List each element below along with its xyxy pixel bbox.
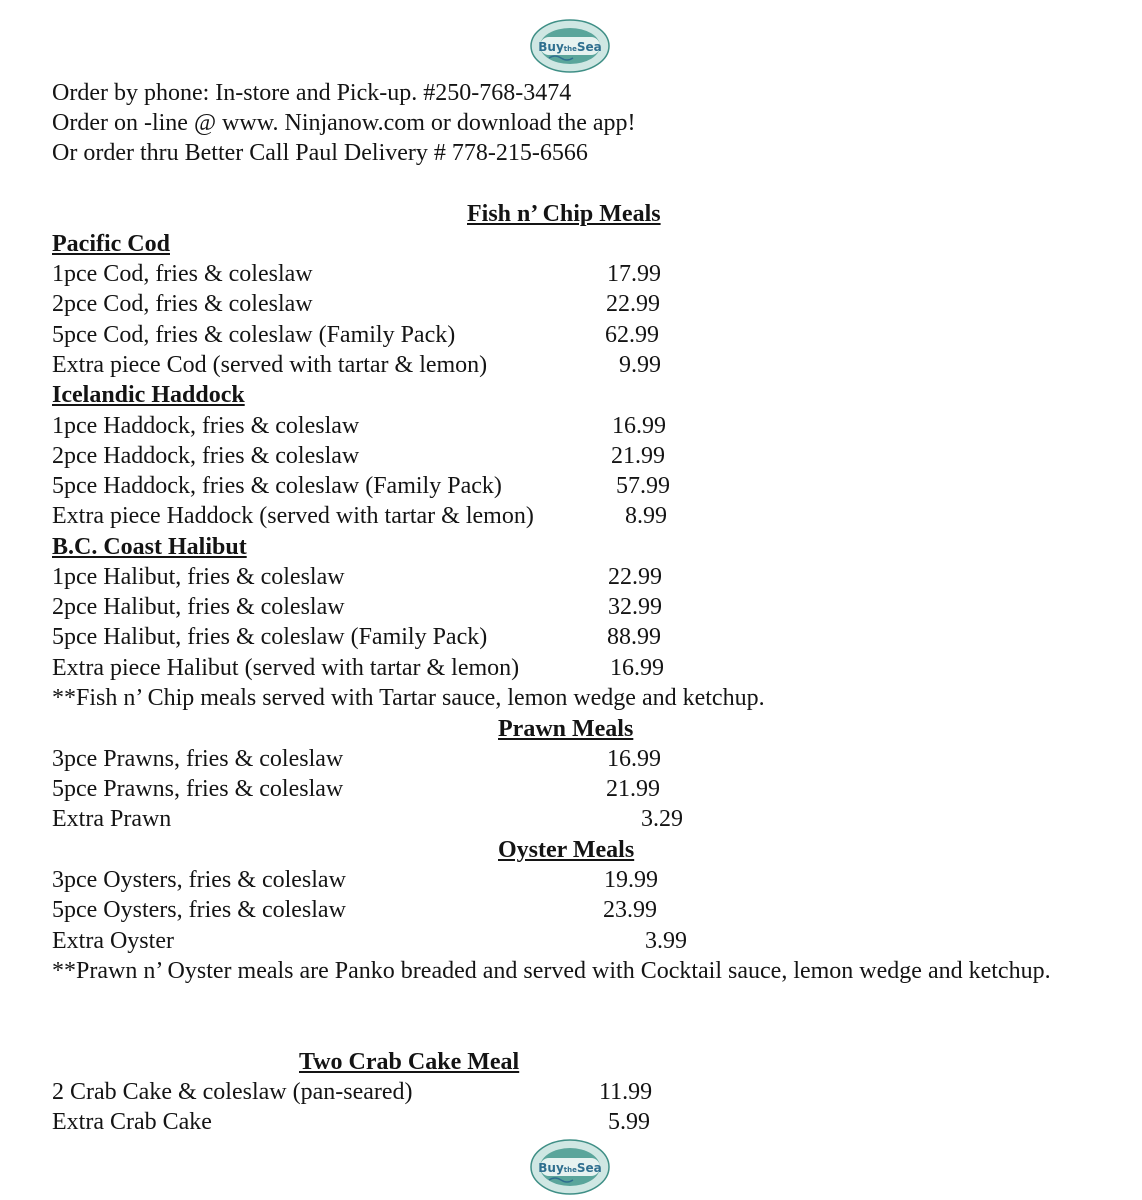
menu-item-price: 88.99 (607, 624, 661, 650)
menu-item-price: 3.29 (641, 806, 683, 832)
contact-online: Order on -line @ www. Ninjanow.com or download the app! (52, 110, 636, 136)
menu-item-label: Extra Oyster (52, 928, 174, 954)
crab-section-title: Two Crab Cake Meal (299, 1049, 520, 1075)
menu-item-label: 5pce Cod, fries & coleslaw (Family Pack) (52, 322, 456, 348)
menu-item-label: 2pce Haddock, fries & coleslaw (52, 443, 360, 469)
menu-item-price: 23.99 (603, 897, 657, 923)
contact-delivery: Or order thru Better Call Paul Delivery # 778-215-6566 (52, 140, 588, 166)
menu-item-price: 5.99 (608, 1109, 650, 1135)
menu-item-price: 3.99 (645, 928, 687, 954)
contact-phone: Order by phone: In-store and Pick-up. #250-768-3474 (52, 80, 572, 106)
cod-group-title: Pacific Cod (52, 231, 170, 257)
menu-item-price: 22.99 (608, 564, 662, 590)
menu-item-price: 9.99 (619, 352, 661, 378)
oyster-note: **Prawn n’ Oyster meals are Panko breaded and served with Cocktail sauce, lemon wedge and ketchup. (52, 958, 1051, 984)
menu-item-price: 21.99 (606, 776, 660, 802)
oyster-section-title: Oyster Meals (498, 837, 635, 863)
menu-item-label: 2 Crab Cake & coleslaw (pan-seared) (52, 1079, 413, 1105)
menu-item-label: 5pce Prawns, fries & coleslaw (52, 776, 344, 802)
fish-note: **Fish n’ Chip meals served with Tartar sauce, lemon wedge and ketchup. (52, 685, 765, 711)
menu-item-label: Extra piece Halibut (served with tartar & lemon) (52, 655, 520, 681)
menu-item-price: 16.99 (610, 655, 664, 681)
menu-item-price: 16.99 (607, 746, 661, 772)
prawn-section-title: Prawn Meals (498, 716, 634, 742)
menu-item-price: 19.99 (604, 867, 658, 893)
menu-item-label: 1pce Halibut, fries & coleslaw (52, 564, 345, 590)
menu-item-label: Extra piece Cod (served with tartar & lemon) (52, 352, 488, 378)
menu-item-price: 57.99 (616, 473, 670, 499)
menu-item-label: 2pce Halibut, fries & coleslaw (52, 594, 345, 620)
svg-text:BuytheSea: BuytheSea (538, 40, 602, 54)
menu-item-price: 16.99 (612, 413, 666, 439)
menu-item-label: 5pce Oysters, fries & coleslaw (52, 897, 346, 923)
menu-item-price: 22.99 (606, 291, 660, 317)
menu-item-label: Extra Prawn (52, 806, 172, 832)
menu-item-label: 1pce Cod, fries & coleslaw (52, 261, 313, 287)
menu-item-price: 8.99 (625, 503, 667, 529)
menu-item-price: 11.99 (599, 1079, 653, 1105)
menu-item-label: Extra Crab Cake (52, 1109, 212, 1135)
menu-item-label: 5pce Haddock, fries & coleslaw (Family Pack) (52, 473, 502, 499)
svg-text:BuytheSea: BuytheSea (538, 1161, 602, 1175)
bottom-logo (529, 1138, 611, 1196)
menu-item-label: Extra piece Haddock (served with tartar & lemon) (52, 503, 534, 529)
menu-item-label: 2pce Cod, fries & coleslaw (52, 291, 313, 317)
top-logo (529, 18, 611, 74)
menu-item-label: 1pce Haddock, fries & coleslaw (52, 413, 360, 439)
menu-item-price: 62.99 (605, 322, 659, 348)
menu-item-price: 32.99 (608, 594, 662, 620)
menu-item-label: 3pce Oysters, fries & coleslaw (52, 867, 346, 893)
halibut-group-title: B.C. Coast Halibut (52, 534, 247, 560)
menu-item-label: 5pce Halibut, fries & coleslaw (Family Pack) (52, 624, 488, 650)
menu-item-label: 3pce Prawns, fries & coleslaw (52, 746, 344, 772)
haddock-group-title: Icelandic Haddock (52, 382, 245, 408)
fish-section-title: Fish n’ Chip Meals (467, 201, 661, 227)
menu-item-price: 21.99 (611, 443, 665, 469)
menu-item-price: 17.99 (607, 261, 661, 287)
